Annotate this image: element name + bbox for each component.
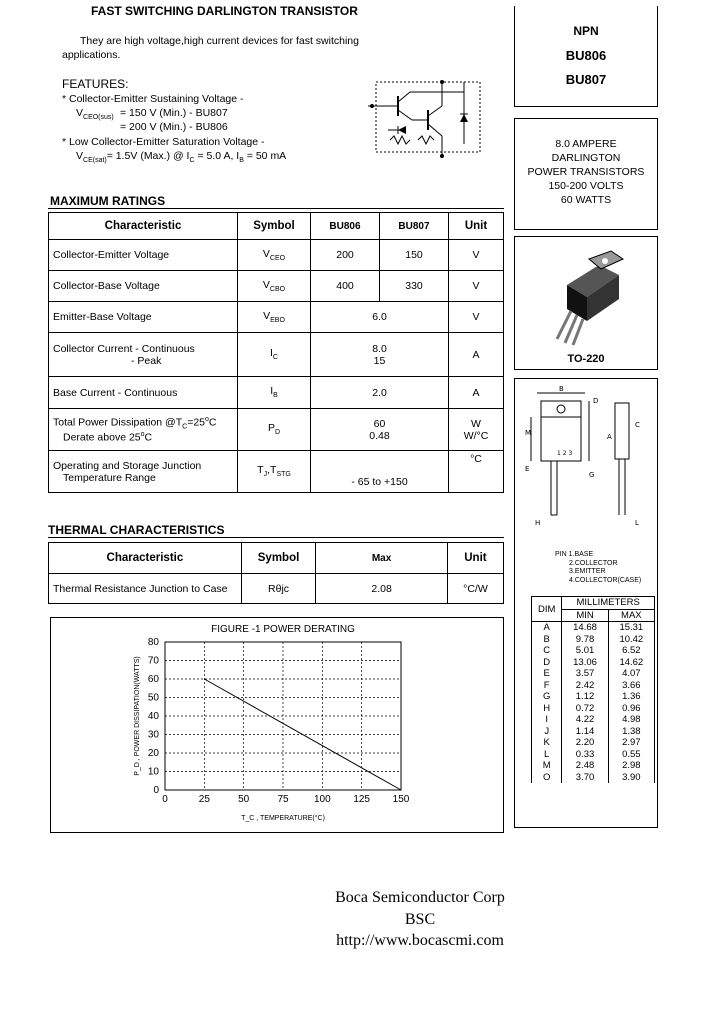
page-title: FAST SWITCHING DARLINGTON TRANSISTOR (91, 4, 358, 18)
y-tick-label: 0 (153, 785, 159, 796)
svg-text:A: A (607, 433, 612, 441)
table-row (532, 622, 655, 634)
table-row (532, 657, 655, 669)
dim-min: 9.78 (562, 634, 608, 646)
dim-letter: E (532, 668, 562, 680)
dim-letter: I (532, 714, 562, 726)
dim-max: 6.52 (608, 645, 654, 657)
x-tick-label: 0 (162, 794, 168, 805)
th-characteristic: Characteristic (49, 213, 238, 240)
y-axis-label: P_D , POWER DISSIPATION(WATTS) (134, 656, 141, 776)
chart-title: FIGURE -1 POWER DERATING (211, 624, 355, 635)
dim-min: 1.12 (562, 691, 608, 703)
dim-max: 0.55 (608, 749, 654, 761)
y-tick-label: 10 (147, 766, 159, 778)
dimensions-box (514, 378, 658, 828)
x-tick-label: 50 (238, 794, 250, 805)
table-row: Collector-Emitter Voltage $V_{CEO}$ 200 150 V (49, 240, 504, 271)
dim-min: 2.48 (562, 760, 608, 772)
dim-letter: L (532, 749, 562, 761)
dim-letter: M (532, 760, 562, 772)
dim-letter: A (532, 622, 562, 634)
feature-1-line2: = 200 V (Min.) - BU806 (120, 121, 228, 133)
dim-max: 0.96 (608, 703, 654, 715)
table-row (532, 645, 655, 657)
intro-text: They are high voltage,high current devices for fast switching applications. (62, 35, 359, 61)
dim-max: 10.42 (608, 634, 654, 646)
dim-min: 0.33 (562, 749, 608, 761)
table-row: Emitter-Base Voltage $V_{EBO}$ 6.0 V (49, 302, 504, 333)
dimensions-table (531, 596, 655, 783)
x-tick-label: 125 (353, 794, 371, 805)
dim-max: 2.98 (608, 760, 654, 772)
dim-max: 1.36 (608, 691, 654, 703)
svg-text:H: H (535, 519, 541, 527)
table-row (532, 691, 655, 703)
feature-1-line1: = 150 V (Min.) - BU807 (120, 107, 228, 119)
thermal-table (48, 542, 504, 604)
part-number-1: BU806 (565, 48, 607, 63)
svg-text:G: G (589, 471, 595, 479)
dim-min: 3.57 (562, 668, 608, 680)
dim-letter: D (532, 657, 562, 669)
th-thermal-symbol: Symbol (241, 543, 315, 574)
spec-watts: 60 WATTS (560, 194, 612, 206)
part-number-2: BU807 (565, 72, 607, 87)
x-tick-label: 25 (198, 794, 210, 805)
footer-company: Boca Semiconductor Corp (335, 889, 505, 906)
svg-text:M: M (525, 429, 532, 437)
y-tick-label: 60 (147, 674, 159, 685)
table-row: Collector Current - Continuous - Peak $I_C$ 8.0 15 A (49, 333, 504, 377)
dim-min: 13.06 (562, 657, 608, 669)
dim-letter: J (532, 726, 562, 738)
footer-abbr: BSC (404, 911, 436, 928)
table-row (532, 737, 655, 749)
part-number-box (514, 6, 658, 107)
package-outline-drawing (523, 385, 653, 541)
dim-min: 2.42 (562, 680, 608, 692)
power-derating-figure (50, 617, 504, 833)
dim-letter: K (532, 737, 562, 749)
dim-header: DIM (532, 597, 562, 622)
dim-letter: B (532, 634, 562, 646)
pin-4-label: 4.COLLECTOR(CASE) (569, 576, 642, 584)
max-ratings-table (48, 212, 504, 493)
th-symbol: Symbol (238, 213, 311, 240)
dim-min: 14.68 (562, 622, 608, 634)
y-tick-label: 30 (147, 729, 159, 741)
table-row (532, 668, 655, 680)
dim-max: 3.90 (608, 772, 654, 784)
to220-package-image (549, 249, 629, 345)
feature-1-title: * Collector-Emitter Sustaining Voltage - (62, 93, 244, 105)
th-thermal-characteristic: Characteristic (49, 543, 242, 574)
dim-letter: C (532, 645, 562, 657)
max-header: MAX (608, 609, 654, 622)
spec-power-transistors: POWER TRANSISTORS (527, 166, 645, 178)
feature-2-line: $V_{CE(sat)}= 1.5V$ (Max.) @ $I_C = 5.0$ A, $I_B = 50$ mA (76, 150, 287, 165)
x-tick-label: 100 (313, 794, 331, 805)
table-row (532, 703, 655, 715)
table-row (532, 714, 655, 726)
svg-text:E: E (525, 465, 530, 473)
pin-1-label: PIN 1.BASE (555, 551, 594, 558)
spec-current: 8.0 AMPERE (555, 138, 617, 150)
min-header: MIN (562, 609, 608, 622)
y-tick-label: 80 (147, 637, 159, 648)
darlington-schematic (368, 78, 488, 158)
dim-max: 4.07 (608, 668, 654, 680)
pin-3-label: 3.EMITTER (569, 568, 606, 575)
table-row (532, 634, 655, 646)
table-row: Thermal Resistance Junction to Case Rθjc 2.08 °C/W (49, 574, 504, 604)
th-bu807: BU807 (380, 213, 449, 240)
svg-text:B: B (559, 385, 564, 393)
dim-min: 1.14 (562, 726, 608, 738)
svg-text:1 2 3: 1 2 3 (557, 450, 573, 457)
y-tick-label: 40 (147, 711, 159, 722)
dim-min: 4.22 (562, 714, 608, 726)
x-axis-label: T_C , TEMPERATURE(°C) (241, 815, 325, 822)
th-thermal-max: Max (316, 543, 448, 574)
spec-voltage: 150-200 VOLTS (548, 180, 624, 192)
y-tick-label: 70 (147, 655, 159, 667)
table-row: Collector-Base Voltage $V_{CBO}$ 400 330 V (49, 271, 504, 302)
feature-1-symbol: $V_{CEO(sus)}$ (76, 107, 114, 122)
dim-max: 3.66 (608, 680, 654, 692)
table-row (532, 726, 655, 738)
pin-2-label: 2.COLLECTOR (569, 559, 618, 567)
svg-text:D: D (593, 397, 599, 405)
dim-max: 15.31 (608, 622, 654, 634)
dim-letter: G (532, 691, 562, 703)
dim-letter: O (532, 772, 562, 784)
table-row (532, 749, 655, 761)
svg-text:C: C (635, 421, 640, 429)
package-label: TO-220 (567, 353, 605, 365)
footer-url[interactable]: http://www.bocascmi.com (336, 932, 504, 949)
dim-max: 14.62 (608, 657, 654, 669)
dim-max: 2.97 (608, 737, 654, 749)
svg-text:L: L (635, 519, 639, 527)
table-row (532, 680, 655, 692)
dim-min: 0.72 (562, 703, 608, 715)
thermal-title: THERMAL CHARACTERISTICS (48, 523, 225, 537)
table-row: Base Current - Continuous $I_B$ 2.0 A (49, 377, 504, 409)
millimeters-header: MILLIMETERS (562, 597, 655, 610)
dim-letter: H (532, 703, 562, 715)
dim-max: 4.98 (608, 714, 654, 726)
th-bu806: BU806 (311, 213, 380, 240)
package-box (514, 236, 658, 370)
table-row (532, 760, 655, 772)
th-unit: Unit (449, 213, 504, 240)
feature-2-title: * Low Collector-Emitter Saturation Voltage - (62, 136, 265, 148)
table-row (532, 772, 655, 784)
th-thermal-unit: Unit (447, 543, 503, 574)
table-row: Operating and Storage Junction Temperature Range $T_J,T_{STG}$ - 65 to +150 °C (49, 451, 504, 493)
y-tick-label: 50 (147, 692, 159, 704)
spec-darlington: DARLINGTON (551, 152, 621, 164)
dim-min: 3.70 (562, 772, 608, 784)
transistor-type: NPN (573, 24, 599, 38)
power-derating-chart (51, 618, 503, 832)
x-tick-label: 75 (277, 794, 289, 805)
table-row: Total Power Dissipation $@T_C=25^oC$ Derate above 25$^o$C $P_D$ 60 0.48 W W/°C (49, 409, 504, 451)
dim-max: 1.38 (608, 726, 654, 738)
dim-min: 2.20 (562, 737, 608, 749)
spec-summary-box (514, 118, 658, 230)
dim-min: 5.01 (562, 645, 608, 657)
dim-letter: F (532, 680, 562, 692)
x-tick-label: 150 (392, 794, 410, 805)
max-ratings-title: MAXIMUM RATINGS (50, 194, 166, 208)
features-label: FEATURES: (62, 77, 129, 91)
y-tick-label: 20 (147, 748, 159, 759)
